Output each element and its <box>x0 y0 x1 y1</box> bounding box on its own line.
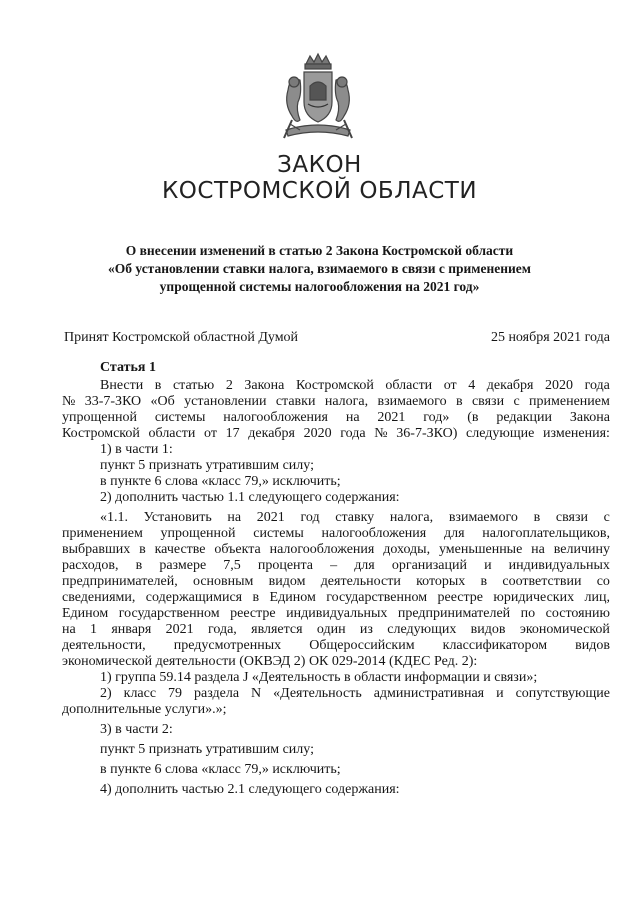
article-text-line: в пункте 6 слова «класс 79,» исключить; <box>100 762 341 777</box>
article-text-line: пункт 5 признать утратившим силу; <box>100 742 314 757</box>
article-text-line: предпринимателей, основным видом деятельности которых в соответствии со <box>62 574 610 589</box>
article-text-line: Костромской области от 17 декабря 2020 года № 36-7-ЗКО) следующие изменения: <box>62 426 610 441</box>
document-heading-line: «Об установлении ставки налога, взимаемого в связи с применением <box>107 261 531 276</box>
article-text-line: Внести в статью 2 Закона Костромской области от 4 декабря 2020 года <box>100 378 610 393</box>
article-text-line: сведениями, содержащимися в Едином государственном реестре юридических лиц, <box>62 590 610 605</box>
article-text-line: 1) группа 59.14 раздела J «Деятельность в области информации и связи»; <box>100 670 538 685</box>
article-text-line: 2) дополнить частью 1.1 следующего содержания: <box>100 490 400 505</box>
article-text-line: 1) в части 1: <box>100 442 173 457</box>
law-title: ЗАКОН <box>277 152 362 178</box>
article-text-line: упрощенной системы налогообложения на 2021 год» (в редакции Закона <box>62 410 610 425</box>
document-heading-line: упрощенной системы налогообложения на 2021 год» <box>159 279 480 294</box>
article-text-line: расходов, в размере 7,5 процента – для организаций и индивидуальных <box>62 558 610 573</box>
article-text-line: 3) в части 2: <box>100 722 173 737</box>
article-title: Статья 1 <box>100 360 156 375</box>
article-text-line: на 1 января 2021 года, является один из следующих видов экономической <box>62 622 610 637</box>
article-text-line: деятельности, предусмотренных Общероссийским классификатором видов <box>62 638 610 653</box>
article-text-line: Едином государственном реестре индивидуальных предпринимателей по состоянию <box>62 606 610 621</box>
coat-of-arms-icon <box>270 50 366 146</box>
article-text-line: применением упрощенной системы налогообложения для налогоплательщиков, <box>62 526 610 541</box>
article-text-line: экономической деятельности (ОКВЭД 2) ОК 029-2014 (КДЕС Ред. 2): <box>62 654 478 669</box>
article-text-line: в пункте 6 слова «класс 79,» исключить; <box>100 474 341 489</box>
law-region-title: КОСТРОМСКОЙ ОБЛАСТИ <box>161 178 478 204</box>
article-text-line: № 33-7-ЗКО «Об установлении ставки налога, взимаемого в связи с применением <box>62 394 610 409</box>
article-text-line: 4) дополнить частью 2.1 следующего содержания: <box>100 782 400 797</box>
article-text-line: дополнительные услуги».»; <box>62 702 227 717</box>
adoption-date: 25 ноября 2021 года <box>490 330 610 345</box>
adopted-by: Принят Костромской областной Думой <box>64 330 299 345</box>
article-text-line: пункт 5 признать утратившим силу; <box>100 458 314 473</box>
article-text-line: выбравших в качестве объекта налогообложения доходы, уменьшенные на величину <box>62 542 610 557</box>
document-heading-line: О внесении изменений в статью 2 Закона Костромской области <box>125 243 514 258</box>
article-text-line: 2) класс 79 раздела N «Деятельность административная и сопутствующие <box>100 686 610 701</box>
article-text-line: «1.1. Установить на 2021 год ставку налога, взимаемого в связи с <box>100 510 610 525</box>
